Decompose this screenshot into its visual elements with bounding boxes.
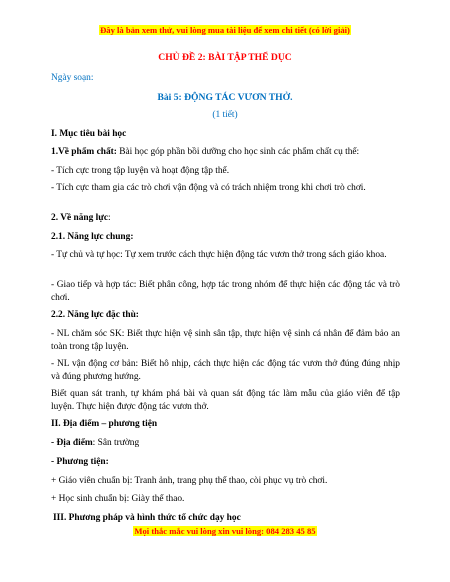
location-text: : Sân trường	[92, 438, 140, 448]
quality-text: Bài học góp phần bồi dưỡng cho học sinh các phẩm chất cụ thể:	[116, 147, 360, 157]
location-label: - Địa điểm	[51, 438, 93, 448]
specific-bullet-1: - NL chăm sóc SK: Biết thực hiện vệ sinh sân tập, thực hiện vệ sinh cá nhân để đảm bảo an toàn trong tập luyện.	[51, 329, 400, 353]
observation-paragraph: Biết quan sát tranh, tự khám phá bài và quan sát động tác làm mẫu của giáo viên để tập luyện. Thực hiện được động tác vươn thở.	[51, 389, 400, 413]
general-bullet-1: - Tự chủ và tự học: Tự xem trước cách thực hiện động tác vươn thở trong sách giáo khoa.	[51, 250, 387, 260]
contact-banner	[0, 526, 450, 537]
location-line	[51, 437, 400, 450]
date-label: Ngày soạn:	[51, 73, 94, 83]
quality-item	[51, 146, 400, 159]
student-preparation: + Học sinh chuẩn bị: Giày thể thao.	[51, 494, 185, 504]
equipment-heading: - Phương tiện:	[51, 457, 109, 467]
lesson-title: Bài 5: ĐỘNG TÁC VƯƠN THỞ.	[157, 92, 293, 103]
competency-heading-colon: :	[108, 213, 111, 223]
preview-notice-banner	[0, 25, 450, 36]
quality-bullet-2: - Tích cực tham gia các trò chơi vận động và có trách nhiệm trong khi chơi trò chơi.	[51, 183, 366, 193]
competency-heading-text: 2. Về năng lực	[51, 213, 109, 223]
lesson-duration: (1 tiết)	[212, 110, 238, 120]
quality-label: 1.Về phẩm chất:	[51, 147, 117, 157]
chapter-title: CHỦ ĐỀ 2: BÀI TẬP THỂ DỤC	[158, 52, 292, 63]
general-competency-heading: 2.1. Năng lực chung:	[51, 232, 134, 242]
general-bullet-2: - Giao tiếp và hợp tác: Biết phân công, hợp tác trong nhóm để thực hiện các động tác và trò chơi.	[51, 280, 400, 304]
specific-competency-heading: 2.2. Năng lực đặc thù:	[51, 310, 139, 320]
section-objectives-heading: I. Mục tiêu bài học	[51, 129, 127, 139]
quality-bullet-1: - Tích cực trong tập luyện và hoạt động tập thể.	[51, 166, 230, 176]
preview-notice-text: Đây là bản xem thử, vui lòng mua tài liệu để xem chi tiết (có lời giải)	[100, 25, 350, 35]
section-location-heading: II. Địa điểm – phương tiện	[51, 419, 158, 429]
section-methods-heading: III. Phương pháp và hình thức tổ chức dạy học	[53, 513, 241, 523]
competency-heading	[51, 212, 400, 225]
specific-bullet-2: - NL vận động cơ bản: Biết hô nhịp, cách thực hiện các động tác vươn thở đúng đúng nhịp và đúng phương hướng.	[51, 359, 400, 383]
teacher-preparation: + Giáo viên chuẩn bị: Tranh ảnh, trang phụ thể thao, còi phục vụ trò chơi.	[51, 476, 328, 486]
contact-text: Mọi thắc mắc vui lòng xin vui lòng: 084 283 45 85	[134, 526, 316, 536]
